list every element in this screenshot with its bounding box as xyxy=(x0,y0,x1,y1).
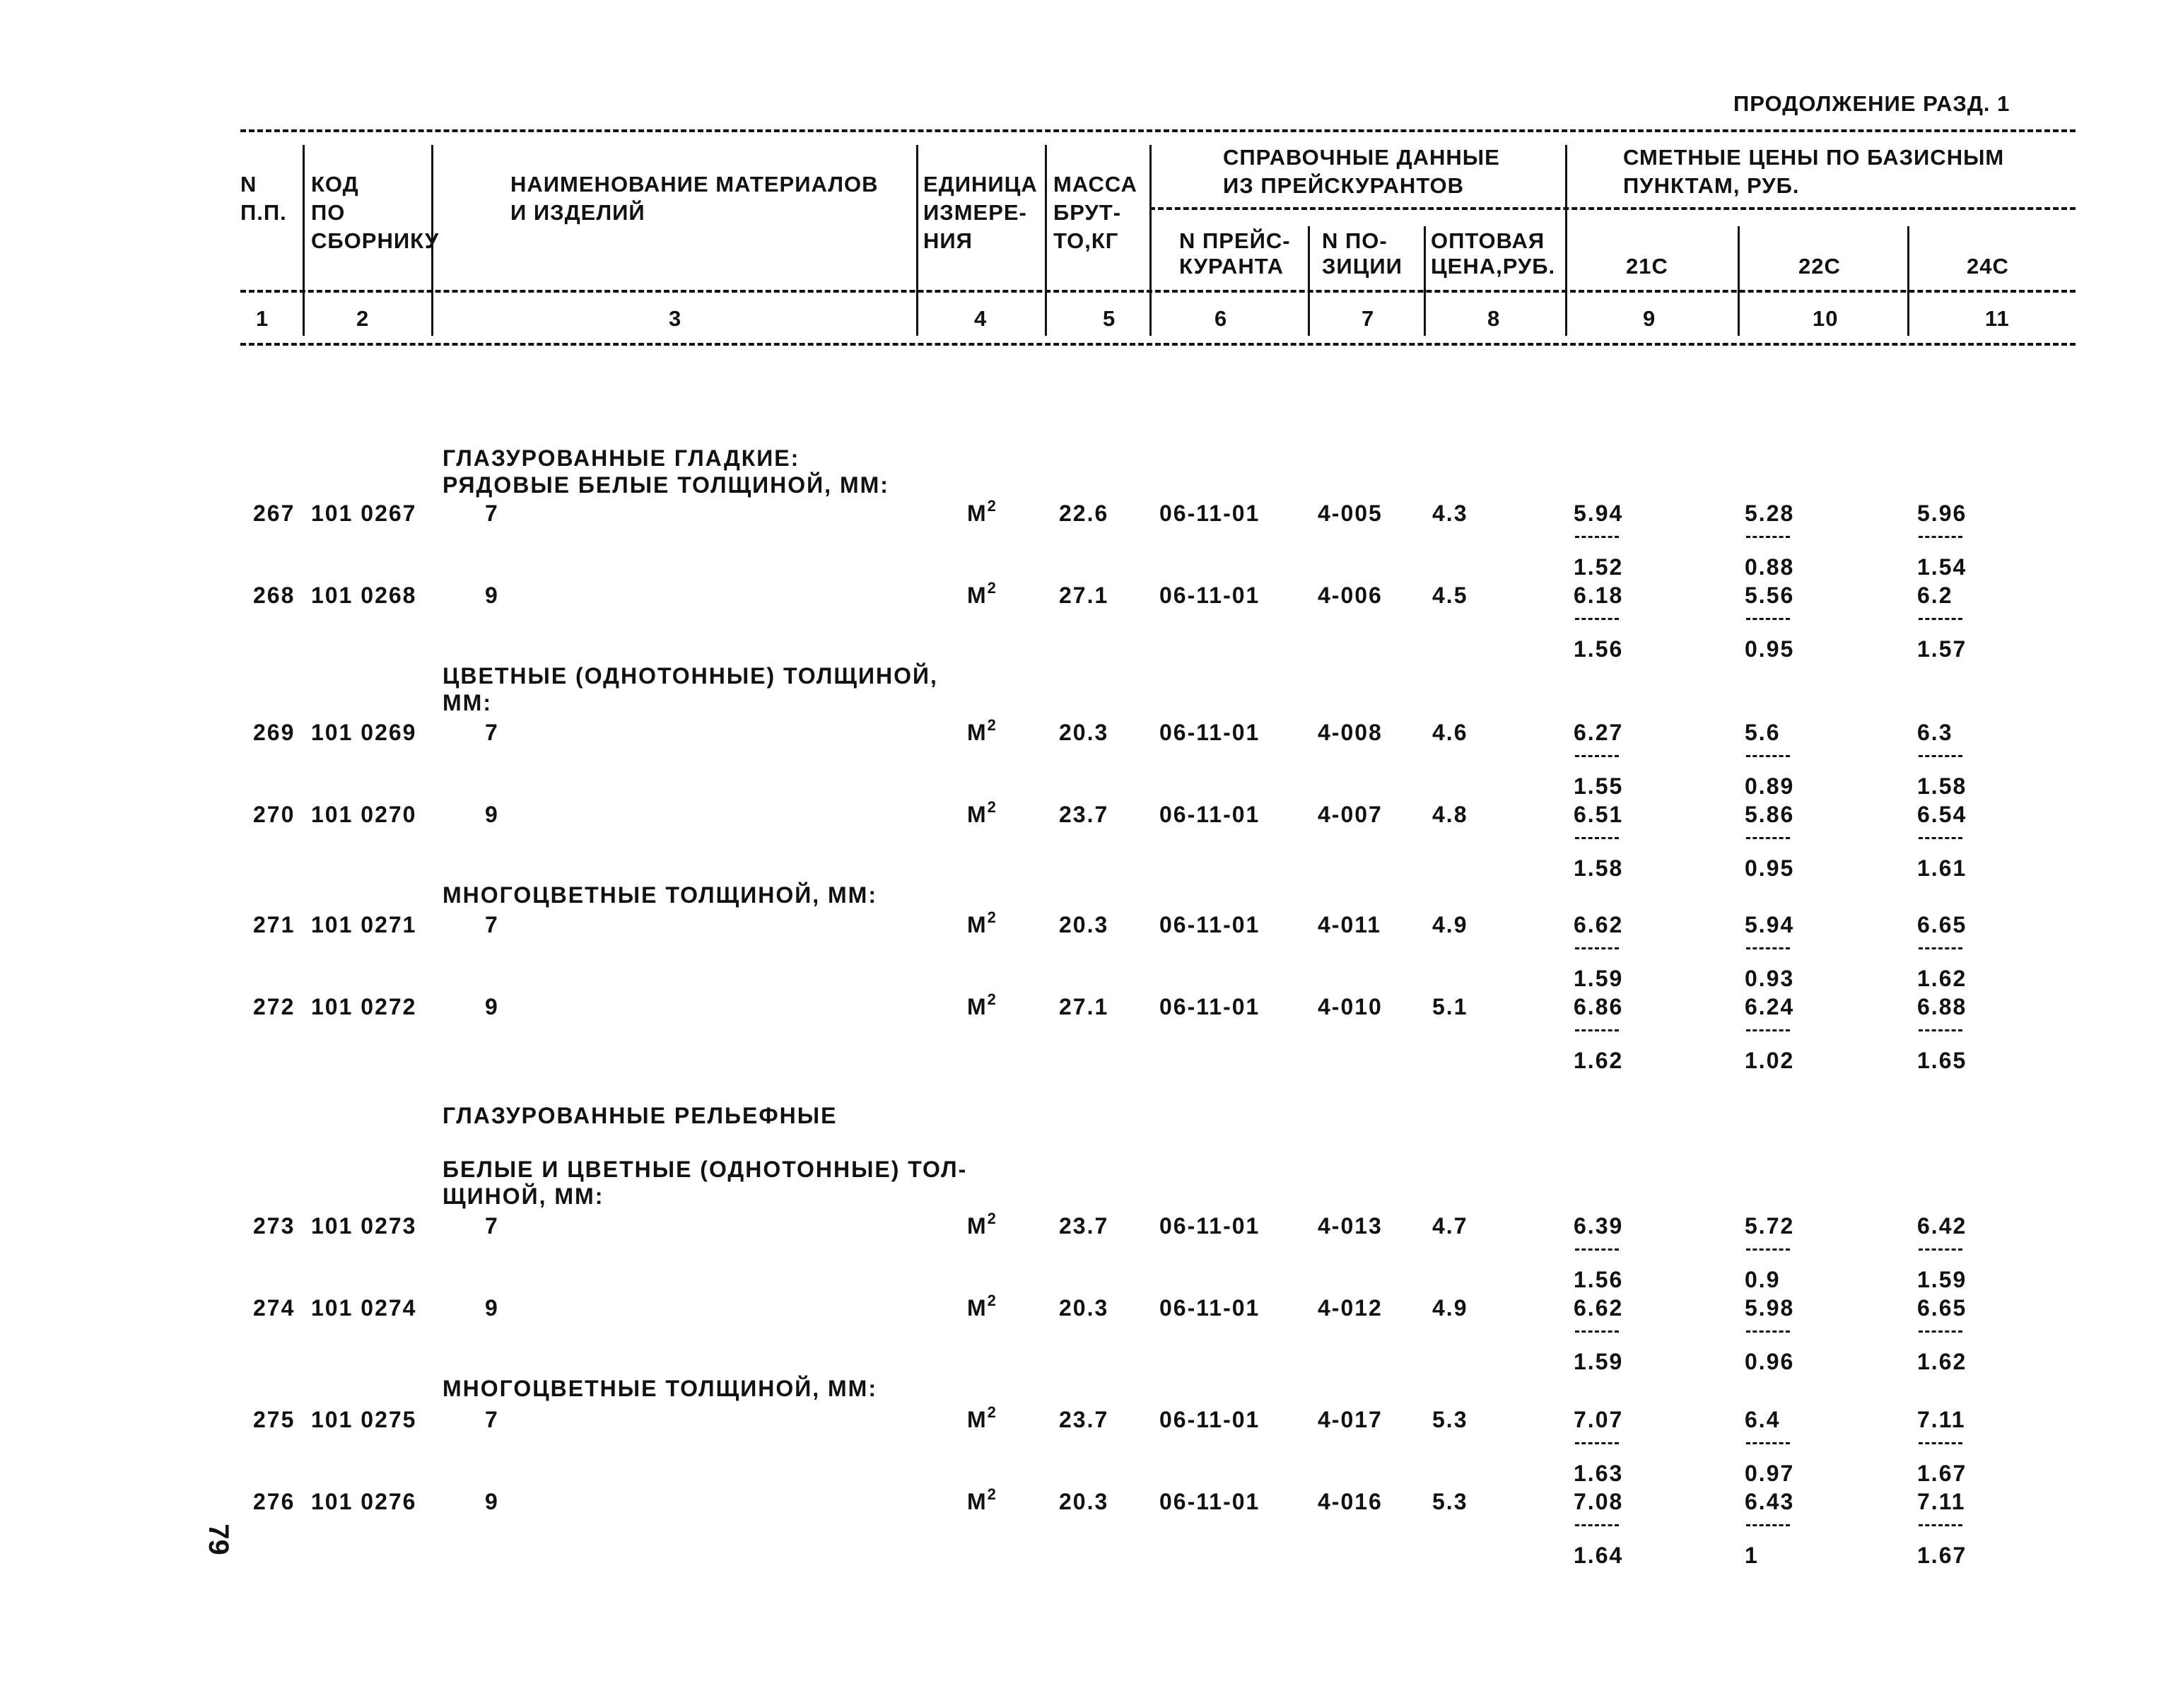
price-p21-secondary: 1.58 xyxy=(1574,855,1624,881)
price-p22-secondary: 0.89 xyxy=(1745,773,1795,799)
cell-n: 275 xyxy=(253,1407,295,1432)
fraction-line xyxy=(1746,1029,1790,1031)
unit-superscript: 2 xyxy=(987,990,997,1008)
unit-label: М xyxy=(967,1407,988,1432)
cell-unit xyxy=(967,1212,997,1240)
cell-name: 9 xyxy=(485,802,499,827)
cell-n: 274 xyxy=(253,1295,295,1321)
cell-kod: 101 0274 xyxy=(311,1295,417,1321)
section-heading: РЯДОВЫЕ БЕЛЫЕ ТОЛЩИНОЙ, ММ: xyxy=(443,472,889,498)
cell-name: 9 xyxy=(485,994,499,1019)
price-p21-secondary: 1.64 xyxy=(1574,1543,1624,1568)
colnum-6: 6 xyxy=(1214,306,1228,331)
price-p22-secondary: 0.93 xyxy=(1745,966,1795,991)
cell-unit xyxy=(967,800,997,829)
col-ref-group-l1: СПРАВОЧНЫЕ ДАННЫЕ xyxy=(1223,145,1500,170)
col-npp-l1: N xyxy=(240,172,257,197)
fraction-line xyxy=(1919,1442,1962,1444)
col-n-preisk-l1: N ПРЕЙС- xyxy=(1179,228,1291,253)
price-p22-secondary: 0.9 xyxy=(1745,1267,1781,1292)
price-p21-value: 6.86 xyxy=(1574,994,1624,1019)
cell-pos: 4-017 xyxy=(1318,1407,1383,1432)
col-sep-7 xyxy=(1424,226,1426,336)
cell-n: 272 xyxy=(253,994,295,1019)
fraction-line xyxy=(1575,755,1619,757)
col-n-pos-l2: ЗИЦИИ xyxy=(1322,254,1403,279)
cell-n: 271 xyxy=(253,912,295,937)
unit-label: М xyxy=(967,1295,988,1321)
cell-name: 7 xyxy=(485,501,499,526)
unit-superscript: 2 xyxy=(987,579,997,597)
cell-preisk: 06-11-01 xyxy=(1159,501,1260,526)
cell-name: 7 xyxy=(485,1407,499,1432)
colnum-11: 11 xyxy=(1985,306,2010,331)
fraction-line xyxy=(1746,536,1790,538)
unit-label: М xyxy=(967,912,988,937)
price-p21-value: 6.51 xyxy=(1574,802,1624,827)
price-p21-value: 5.94 xyxy=(1574,501,1624,526)
cell-unit xyxy=(967,990,997,1021)
price-p22-value: 5.98 xyxy=(1745,1295,1795,1321)
col-name-l1: НАИМЕНОВАНИЕ МАТЕРИАЛОВ xyxy=(510,172,879,197)
fraction-line xyxy=(1919,536,1962,538)
header-sub-rule xyxy=(1149,207,2076,210)
price-p24-value: 7.11 xyxy=(1917,1489,1966,1514)
cell-name: 7 xyxy=(485,720,499,745)
cell-opt: 4.3 xyxy=(1432,501,1468,526)
cell-kod: 101 0269 xyxy=(311,720,417,745)
cell-opt: 4.5 xyxy=(1432,583,1468,608)
section-heading: БЕЛЫЕ И ЦВЕТНЫЕ (ОДНОТОННЫЕ) ТОЛ- xyxy=(443,1157,968,1182)
fraction-line xyxy=(1575,947,1619,949)
fraction-line xyxy=(1919,1524,1962,1526)
price-p24-value: 6.88 xyxy=(1917,994,1967,1019)
cell-n: 267 xyxy=(253,501,295,526)
col-sep-6 xyxy=(1308,226,1310,336)
cell-kod: 101 0268 xyxy=(311,583,417,608)
cell-name: 9 xyxy=(485,1295,499,1321)
cell-opt: 4.9 xyxy=(1432,1295,1468,1321)
fraction-line xyxy=(1575,1442,1619,1444)
price-p22-value: 5.56 xyxy=(1745,583,1795,608)
fraction-line xyxy=(1919,618,1962,620)
unit-superscript: 2 xyxy=(987,798,997,816)
col-unit-l3: НИЯ xyxy=(923,228,973,253)
col-kod-l3: СБОРНИКУ xyxy=(311,228,440,253)
cell-preisk: 06-11-01 xyxy=(1159,1295,1260,1321)
cell-unit xyxy=(967,499,997,527)
cell-pos: 4-010 xyxy=(1318,994,1383,1019)
fraction-line xyxy=(1575,837,1619,839)
price-p24-value: 6.3 xyxy=(1917,720,1953,745)
cell-pos: 4-013 xyxy=(1318,1213,1383,1239)
section-heading: ГЛАЗУРОВАННЫЕ РЕЛЬЕФНЫЕ xyxy=(443,1103,838,1128)
colnum-7: 7 xyxy=(1362,306,1375,331)
cell-mass: 20.3 xyxy=(1059,1295,1109,1321)
price-p21-value: 7.08 xyxy=(1574,1489,1624,1514)
fraction-line xyxy=(1575,536,1619,538)
colnum-9: 9 xyxy=(1643,306,1656,331)
cell-unit xyxy=(967,908,997,939)
col-npp-l2: П.П. xyxy=(240,200,287,225)
col-p21: 21С xyxy=(1626,254,1668,279)
price-p24-secondary: 1.54 xyxy=(1917,554,1967,580)
price-p21-secondary: 1.55 xyxy=(1574,773,1624,799)
fraction-line xyxy=(1919,1248,1962,1251)
unit-label: М xyxy=(967,802,988,827)
col-kod-l1: КОД xyxy=(311,172,359,197)
unit-superscript: 2 xyxy=(987,1292,997,1309)
cell-kod: 101 0267 xyxy=(311,501,417,526)
price-p24-value: 6.54 xyxy=(1917,802,1967,827)
col-mass-l3: ТО,КГ xyxy=(1053,228,1119,253)
col-p24: 24С xyxy=(1967,254,2009,279)
price-p24-value: 6.65 xyxy=(1917,912,1967,937)
col-sep-9 xyxy=(1738,226,1740,336)
cell-opt: 5.1 xyxy=(1432,994,1468,1019)
colnum-10: 10 xyxy=(1813,306,1839,331)
fraction-line xyxy=(1746,1248,1790,1251)
price-p21-secondary: 1.59 xyxy=(1574,1349,1624,1374)
col-sep-10 xyxy=(1907,226,1909,336)
cell-n: 269 xyxy=(253,720,295,745)
unit-label: М xyxy=(967,1213,988,1239)
cell-mass: 23.7 xyxy=(1059,802,1109,827)
cell-kod: 101 0271 xyxy=(311,912,417,937)
col-n-preisk-l2: КУРАНТА xyxy=(1179,254,1284,279)
price-p24-secondary: 1.65 xyxy=(1917,1048,1967,1073)
price-p22-secondary: 0.96 xyxy=(1745,1349,1795,1374)
cell-opt: 5.3 xyxy=(1432,1407,1468,1432)
cell-kod: 101 0273 xyxy=(311,1213,417,1239)
col-wholesale-l2: ЦЕНА,РУБ. xyxy=(1431,254,1556,279)
cell-mass: 20.3 xyxy=(1059,1489,1109,1514)
unit-label: М xyxy=(967,994,988,1019)
price-p24-secondary: 1.57 xyxy=(1917,636,1967,662)
price-p24-secondary: 1.62 xyxy=(1917,1349,1967,1374)
price-p21-value: 6.18 xyxy=(1574,583,1624,608)
section-heading: ММ: xyxy=(443,690,492,715)
cell-opt: 4.7 xyxy=(1432,1213,1468,1239)
colnum-1: 1 xyxy=(256,306,269,331)
cell-name: 7 xyxy=(485,912,499,937)
price-p24-secondary: 1.67 xyxy=(1917,1461,1967,1486)
fraction-line xyxy=(1919,1029,1962,1031)
fraction-line xyxy=(1919,947,1962,949)
fraction-line xyxy=(1746,837,1790,839)
price-p24-value: 7.11 xyxy=(1917,1407,1966,1432)
price-p21-value: 6.62 xyxy=(1574,1295,1624,1321)
price-p22-secondary: 0.95 xyxy=(1745,636,1795,662)
fraction-line xyxy=(1746,618,1790,620)
col-sep-1 xyxy=(303,145,305,336)
cell-preisk: 06-11-01 xyxy=(1159,802,1260,827)
price-p22-value: 5.28 xyxy=(1745,501,1795,526)
price-p21-secondary: 1.62 xyxy=(1574,1048,1624,1073)
colnum-8: 8 xyxy=(1487,306,1501,331)
col-sep-3 xyxy=(916,145,918,336)
cell-pos: 4-012 xyxy=(1318,1295,1383,1321)
fraction-line xyxy=(1575,1248,1619,1251)
continuation-note: ПРОДОЛЖЕНИЕ РАЗД. 1 xyxy=(1733,91,2010,116)
col-price-group-l2: ПУНКТАМ, РУБ. xyxy=(1623,173,1800,198)
fraction-line xyxy=(1746,755,1790,757)
cell-kod: 101 0275 xyxy=(311,1407,417,1432)
fraction-line xyxy=(1746,1330,1790,1333)
unit-label: М xyxy=(967,583,988,608)
cell-mass: 27.1 xyxy=(1059,994,1109,1019)
colnum-5: 5 xyxy=(1103,306,1116,331)
col-mass-l2: БРУТ- xyxy=(1053,200,1122,225)
cell-n: 273 xyxy=(253,1213,295,1239)
unit-label: М xyxy=(967,1489,988,1514)
fraction-line xyxy=(1746,947,1790,949)
fraction-line xyxy=(1919,755,1962,757)
section-heading: ЦВЕТНЫЕ (ОДНОТОННЫЕ) ТОЛЩИНОЙ, xyxy=(443,663,938,689)
col-mass-l1: МАССА xyxy=(1053,172,1137,197)
price-p21-value: 6.62 xyxy=(1574,912,1624,937)
col-sep-8 xyxy=(1565,145,1567,336)
cell-preisk: 06-11-01 xyxy=(1159,1213,1260,1239)
price-p24-value: 6.65 xyxy=(1917,1295,1967,1321)
unit-label: М xyxy=(967,720,988,745)
price-p21-value: 6.27 xyxy=(1574,720,1624,745)
fraction-line xyxy=(1746,1442,1790,1444)
cell-preisk: 06-11-01 xyxy=(1159,994,1260,1019)
col-p22: 22С xyxy=(1798,254,1841,279)
fraction-line xyxy=(1575,1330,1619,1333)
price-p22-secondary: 1.02 xyxy=(1745,1048,1795,1073)
price-p22-secondary: 0.95 xyxy=(1745,855,1795,881)
price-p24-secondary: 1.61 xyxy=(1917,855,1967,881)
cell-n: 268 xyxy=(253,583,295,608)
price-p21-secondary: 1.56 xyxy=(1574,1267,1624,1292)
cell-preisk: 06-11-01 xyxy=(1159,1489,1260,1514)
colnum-4: 4 xyxy=(974,306,988,331)
unit-superscript: 2 xyxy=(987,497,997,515)
cell-mass: 20.3 xyxy=(1059,720,1109,745)
col-ref-group-l2: ИЗ ПРЕЙСКУРАНТОВ xyxy=(1223,173,1464,198)
price-p22-secondary: 1 xyxy=(1745,1543,1759,1568)
cell-kod: 101 0276 xyxy=(311,1489,417,1514)
col-sep-4 xyxy=(1045,145,1047,336)
section-heading: ЩИНОЙ, ММ: xyxy=(443,1183,604,1209)
cell-name: 9 xyxy=(485,583,499,608)
cell-mass: 22.6 xyxy=(1059,501,1109,526)
header-top-rule xyxy=(240,129,2076,132)
price-p24-value: 6.2 xyxy=(1917,583,1953,608)
cell-pos: 4-016 xyxy=(1318,1489,1383,1514)
section-heading: МНОГОЦВЕТНЫЕ ТОЛЩИНОЙ, ММ: xyxy=(443,1376,877,1401)
price-p22-value: 6.4 xyxy=(1745,1407,1781,1432)
cell-name: 7 xyxy=(485,1213,499,1239)
price-p22-secondary: 0.88 xyxy=(1745,554,1795,580)
unit-superscript: 2 xyxy=(987,908,997,926)
cell-n: 276 xyxy=(253,1489,295,1514)
price-p24-secondary: 1.59 xyxy=(1917,1267,1967,1292)
cell-preisk: 06-11-01 xyxy=(1159,912,1260,937)
cell-pos: 4-006 xyxy=(1318,583,1383,608)
cell-unit xyxy=(967,1294,997,1322)
price-p21-secondary: 1.63 xyxy=(1574,1461,1624,1486)
price-p21-secondary: 1.52 xyxy=(1574,554,1624,580)
price-p22-value: 5.72 xyxy=(1745,1213,1795,1239)
page-number: 79 xyxy=(202,1523,234,1555)
header-mid-rule xyxy=(240,290,2076,293)
fraction-line xyxy=(1575,1524,1619,1526)
cell-unit xyxy=(967,581,997,609)
cell-pos: 4-005 xyxy=(1318,501,1383,526)
price-p22-value: 5.6 xyxy=(1745,720,1781,745)
cell-opt: 4.6 xyxy=(1432,720,1468,745)
col-kod-l2: ПО xyxy=(311,200,346,225)
cell-preisk: 06-11-01 xyxy=(1159,720,1260,745)
section-heading: МНОГОЦВЕТНЫЕ ТОЛЩИНОЙ, ММ: xyxy=(443,882,877,908)
col-price-group-l1: СМЕТНЫЕ ЦЕНЫ ПО БАЗИСНЫМ xyxy=(1623,145,2005,170)
price-p21-secondary: 1.56 xyxy=(1574,636,1624,662)
price-p24-secondary: 1.62 xyxy=(1917,966,1967,991)
col-n-pos-l1: N ПО- xyxy=(1322,228,1388,253)
cell-opt: 4.8 xyxy=(1432,802,1468,827)
fraction-line xyxy=(1746,1524,1790,1526)
price-p21-value: 6.39 xyxy=(1574,1213,1624,1239)
col-unit-l1: ЕДИНИЦА xyxy=(923,172,1038,197)
price-p22-value: 6.24 xyxy=(1745,994,1795,1019)
price-p24-value: 6.42 xyxy=(1917,1213,1967,1239)
cell-unit xyxy=(967,1405,997,1434)
col-unit-l2: ИЗМЕРЕ- xyxy=(923,200,1027,225)
price-p22-value: 6.43 xyxy=(1745,1489,1795,1514)
cell-unit xyxy=(967,1487,997,1516)
cell-pos: 4-007 xyxy=(1318,802,1383,827)
col-name-l2: И ИЗДЕЛИЙ xyxy=(510,200,645,225)
cell-preisk: 06-11-01 xyxy=(1159,1407,1260,1432)
price-p21-secondary: 1.59 xyxy=(1574,966,1624,991)
fraction-line xyxy=(1919,837,1962,839)
cell-n: 270 xyxy=(253,802,295,827)
cell-opt: 4.9 xyxy=(1432,912,1468,937)
fraction-line xyxy=(1575,618,1619,620)
price-p22-value: 5.94 xyxy=(1745,912,1795,937)
cell-kod: 101 0270 xyxy=(311,802,417,827)
cell-pos: 4-011 xyxy=(1318,912,1382,937)
fraction-line xyxy=(1919,1330,1962,1333)
colnum-3: 3 xyxy=(669,306,682,331)
price-p22-value: 5.86 xyxy=(1745,802,1795,827)
colnum-2: 2 xyxy=(356,306,370,331)
unit-superscript: 2 xyxy=(987,716,997,734)
cell-mass: 23.7 xyxy=(1059,1407,1109,1432)
cell-kod: 101 0272 xyxy=(311,994,417,1019)
unit-superscript: 2 xyxy=(987,1210,997,1227)
price-p22-secondary: 0.97 xyxy=(1745,1461,1795,1486)
header-bottom-rule xyxy=(240,343,2076,346)
price-p24-secondary: 1.67 xyxy=(1917,1543,1967,1568)
cell-preisk: 06-11-01 xyxy=(1159,583,1260,608)
cell-mass: 23.7 xyxy=(1059,1213,1109,1239)
col-sep-5 xyxy=(1149,145,1152,336)
cell-pos: 4-008 xyxy=(1318,720,1383,745)
cell-opt: 5.3 xyxy=(1432,1489,1468,1514)
unit-superscript: 2 xyxy=(987,1403,997,1421)
cell-mass: 27.1 xyxy=(1059,583,1109,608)
fraction-line xyxy=(1575,1029,1619,1031)
cell-mass: 20.3 xyxy=(1059,912,1109,937)
unit-superscript: 2 xyxy=(987,1485,997,1503)
col-wholesale-l1: ОПТОВАЯ xyxy=(1431,228,1545,253)
price-p21-value: 7.07 xyxy=(1574,1407,1624,1432)
price-p24-value: 5.96 xyxy=(1917,501,1967,526)
cell-unit xyxy=(967,718,997,747)
section-heading: ГЛАЗУРОВАННЫЕ ГЛАДКИЕ: xyxy=(443,445,800,471)
unit-label: М xyxy=(967,501,988,526)
cell-name: 9 xyxy=(485,1489,499,1514)
price-p24-secondary: 1.58 xyxy=(1917,773,1967,799)
